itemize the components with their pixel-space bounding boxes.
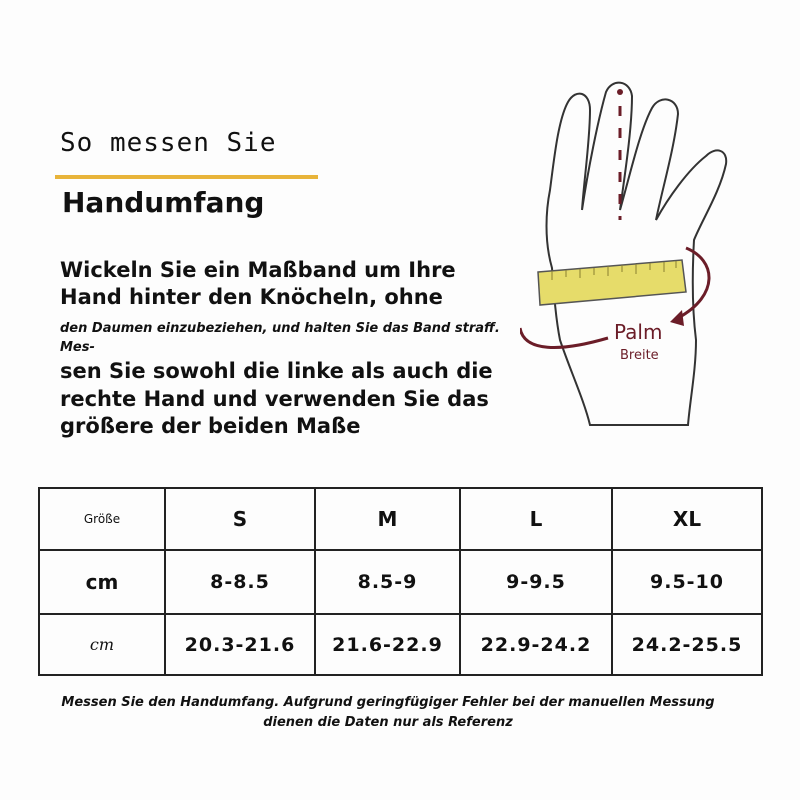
- instruction-line-3: den Daumen einzubeziehen, und halten Sie das Band straff.: [60, 321, 500, 336]
- heading-underline: [55, 175, 318, 179]
- instruction-line-5: sen Sie sowohl die linke als auch die: [60, 359, 493, 383]
- footnote-line-1: Messen Sie den Handumfang. Aufgrund geringfügiger Fehler bei der manuellen Messung: [61, 695, 715, 710]
- instruction-line-6: rechte Hand und verwenden Sie das: [60, 387, 489, 411]
- table-row: [39, 550, 762, 614]
- table-cell: 8.5-9: [315, 550, 460, 614]
- instruction-line-4: Mes-: [60, 340, 95, 355]
- palm-label: Palm: [614, 320, 663, 344]
- arrow-head-icon: [670, 310, 684, 326]
- table-header-cell: M: [315, 488, 460, 550]
- table-cell: cm: [39, 614, 165, 675]
- table-cell: 9-9.5: [460, 550, 612, 614]
- finger-tip-dot: [617, 89, 623, 95]
- instruction-line-1: Wickeln Sie ein Maßband um Ihre: [60, 258, 456, 282]
- table-cell: 24.2-25.5: [612, 614, 762, 675]
- table-cell: 21.6-22.9: [315, 614, 460, 675]
- table-cell: 22.9-24.2: [460, 614, 612, 675]
- table-header-row: [39, 488, 762, 550]
- table-cell: 20.3-21.6: [165, 614, 315, 675]
- table-cell: 9.5-10: [612, 550, 762, 614]
- table-cell: cm: [39, 550, 165, 614]
- table-header-cell: S: [165, 488, 315, 550]
- footnote-line-2: dienen die Daten nur als Referenz: [263, 715, 513, 730]
- hand-measurement-illustration: [520, 80, 790, 440]
- table-cell: 8-8.5: [165, 550, 315, 614]
- footnote: [0, 693, 776, 733]
- instruction-line-7: größere der beiden Maße: [60, 414, 361, 438]
- table-header-cell: XL: [612, 488, 762, 550]
- hand-outline-icon: [547, 83, 727, 425]
- heading: So messen Sie: [60, 128, 277, 158]
- table-row: [39, 614, 762, 675]
- table-header-cell: L: [460, 488, 612, 550]
- subheading: Handumfang: [62, 186, 265, 219]
- palm-sublabel: Breite: [620, 348, 659, 363]
- size-table: [38, 487, 763, 676]
- instruction-line-2: Hand hinter den Knöcheln, ohne: [60, 285, 443, 309]
- table-header-cell: Größe: [39, 488, 165, 550]
